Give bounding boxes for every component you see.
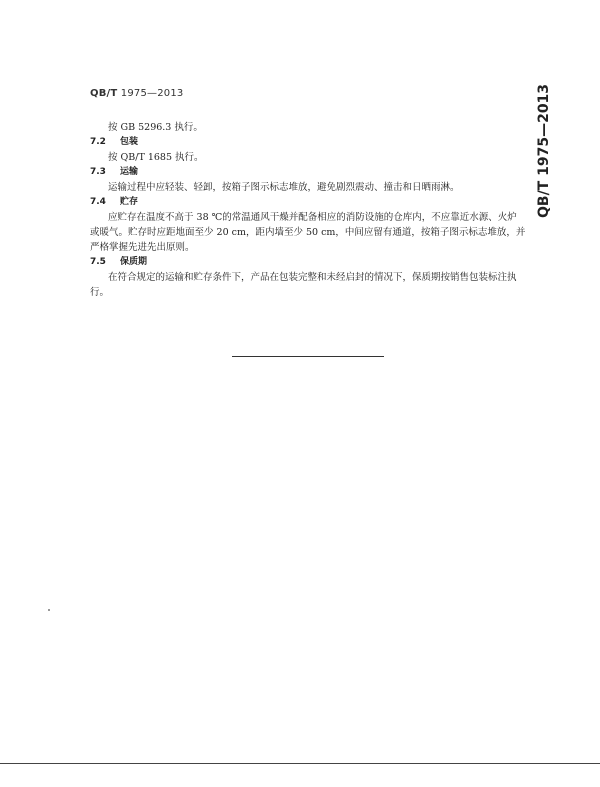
- section-7-2-heading: [90, 135, 530, 150]
- scan-speck: [48, 609, 50, 611]
- section-7-4-line-1: 应贮存在温度不高于 38 ℃的常温通风干燥并配备相应的消防设施的仓库内，不应靠近水源、火炉: [108, 212, 517, 223]
- standard-code-number: 1975—2013: [120, 88, 184, 99]
- page-header: [90, 88, 184, 99]
- section-number: 7.5: [90, 257, 106, 267]
- page-bottom-rule: [0, 763, 600, 764]
- side-standard-code: QB/T 1975—2013: [536, 83, 552, 218]
- section-7-4-line-2: 或暖气。贮存时应距地面至少 20 cm，距内墙至少 50 cm，中间应留有通道，按箱子图示标志堆放，并: [90, 227, 526, 238]
- section-title: 贮存: [120, 197, 139, 207]
- section-7-5-line-1: 在符合规定的运输和贮存条件下，产品在包装完整和未经启封的情况下，保质期按销售包装标注执: [108, 272, 517, 283]
- section-title: 运输: [120, 167, 139, 177]
- section-number: 7.2: [90, 137, 106, 147]
- section-7-5-line-2: 行。: [90, 287, 110, 298]
- section-7-5-heading: [90, 255, 530, 270]
- section-7-2-text: 按 QB/T 1685 执行。: [108, 152, 204, 163]
- side-standard-code-container: [536, 83, 556, 218]
- section-7-3-heading: [90, 165, 530, 180]
- intro-paragraph: 按 GB 5296.3 执行。: [108, 122, 203, 133]
- document-body: [90, 120, 530, 300]
- section-7-4-line-3: 严格掌握先进先出原则。: [90, 242, 195, 253]
- section-number: 7.4: [90, 197, 106, 207]
- section-title: 保质期: [120, 257, 148, 267]
- section-7-4-heading: [90, 195, 530, 210]
- section-number: 7.3: [90, 167, 106, 177]
- end-of-document-rule: [232, 356, 384, 357]
- section-title: 包装: [120, 137, 139, 147]
- section-7-3-text: 运输过程中应轻装、轻卸，按箱子图示标志堆放，避免剧烈震动、撞击和日晒雨淋。: [108, 182, 460, 193]
- standard-code-prefix: QB/T: [90, 88, 118, 99]
